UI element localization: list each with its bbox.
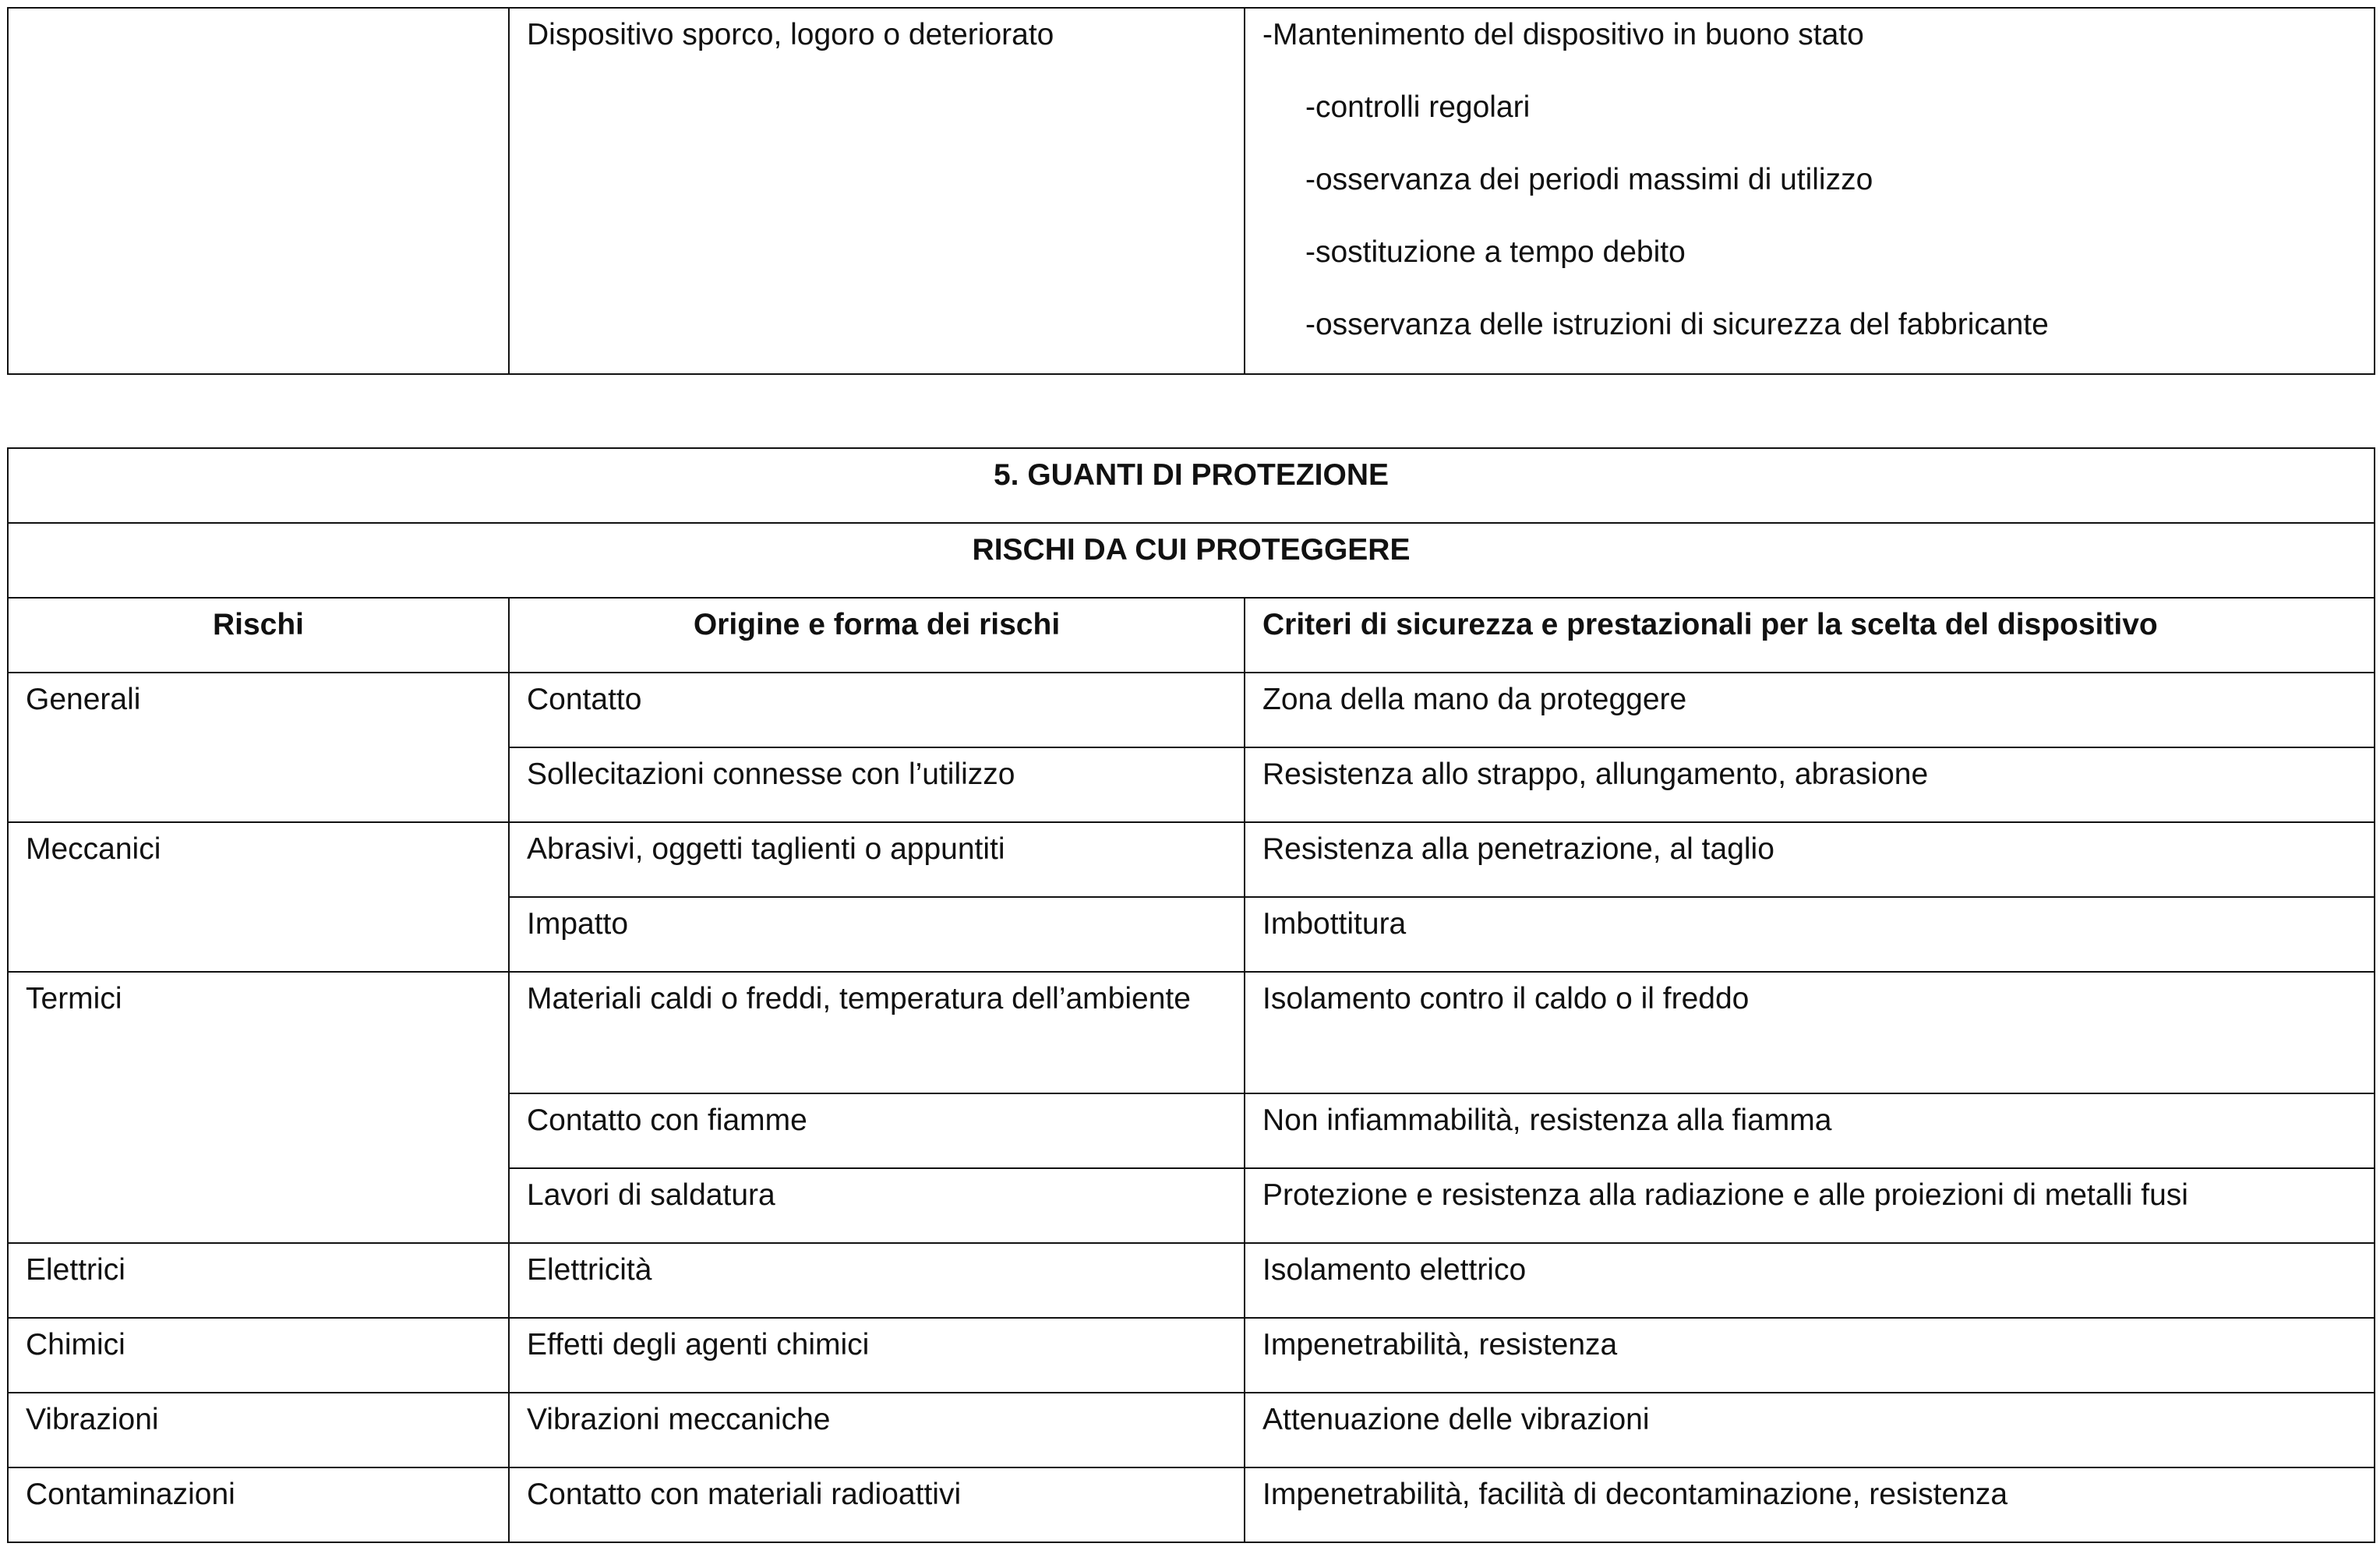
criteria-sub-item: -sostituzione a tempo debito xyxy=(1305,235,1686,269)
origin-cell: Elettricità xyxy=(509,1243,1245,1318)
criteria-cell: Imbottitura xyxy=(1245,897,2375,972)
criteria-cell: Attenuazione delle vibrazioni xyxy=(1245,1393,2375,1467)
table-row xyxy=(8,8,2375,374)
origin-cell: Dispositivo sporco, logoro o deteriorato xyxy=(509,8,1245,374)
gloves-table xyxy=(7,447,2375,1543)
risk-cell: Meccanici xyxy=(8,822,509,972)
origin-cell: Vibrazioni meccaniche xyxy=(509,1393,1245,1467)
table-row xyxy=(8,1243,2375,1318)
table-row xyxy=(8,822,2375,897)
origin-cell: Materiali caldi o freddi, temperatura dell’ambiente xyxy=(509,972,1245,1093)
column-header-origine: Origine e forma dei rischi xyxy=(509,598,1245,673)
risk-cell xyxy=(8,8,509,374)
criteria-cell: Resistenza alla penetrazione, al taglio xyxy=(1245,822,2375,897)
table-row xyxy=(8,1467,2375,1542)
origin-cell: Sollecitazioni connesse con l’utilizzo xyxy=(509,747,1245,822)
origin-cell: Contatto xyxy=(509,673,1245,747)
origin-cell: Contatto con materiali radioattivi xyxy=(509,1467,1245,1542)
criteria-sub-item: -osservanza delle istruzioni di sicurezza del fabbricante xyxy=(1305,308,2049,341)
risk-cell: Contaminazioni xyxy=(8,1467,509,1542)
origin-cell: Lavori di saldatura xyxy=(509,1168,1245,1243)
origin-cell: Effetti degli agenti chimici xyxy=(509,1318,1245,1393)
table-row xyxy=(8,673,2375,747)
table-title-row xyxy=(8,448,2375,523)
column-header-criteri: Criteri di sicurezza e prestazionali per la scelta del dispositivo xyxy=(1245,598,2375,673)
criteria-cell: Impenetrabilità, facilità di decontaminazione, resistenza xyxy=(1245,1467,2375,1542)
table-row xyxy=(8,1393,2375,1467)
section-title: 5. GUANTI DI PROTEZIONE xyxy=(8,448,2375,523)
origin-cell: Abrasivi, oggetti taglienti o appuntiti xyxy=(509,822,1245,897)
maintenance-table xyxy=(7,7,2375,375)
criteria-cell: Impenetrabilità, resistenza xyxy=(1245,1318,2375,1393)
risk-cell: Chimici xyxy=(8,1318,509,1393)
risk-cell: Termici xyxy=(8,972,509,1243)
criteria-cell: Protezione e resistenza alla radiazione e alle proiezioni di metalli fusi xyxy=(1245,1168,2375,1243)
criteria-cell: Zona della mano da proteggere xyxy=(1245,673,2375,747)
origin-cell: Contatto con fiamme xyxy=(509,1093,1245,1168)
table-row xyxy=(8,972,2375,1093)
table-subtitle-row xyxy=(8,523,2375,598)
column-header-rischi: Rischi xyxy=(8,598,509,673)
criteria-sub-item: -controlli regolari xyxy=(1305,90,1531,124)
risk-cell: Vibrazioni xyxy=(8,1393,509,1467)
risk-cell: Elettrici xyxy=(8,1243,509,1318)
criteria-main-text: -Mantenimento del dispositivo in buono stato xyxy=(1262,18,1864,51)
criteria-cell: Isolamento elettrico xyxy=(1245,1243,2375,1318)
criteria-cell: Resistenza allo strappo, allungamento, abrasione xyxy=(1245,747,2375,822)
table-header-row xyxy=(8,598,2375,673)
criteria-cell: Isolamento contro il caldo o il freddo xyxy=(1245,972,2375,1093)
criteria-sub-item: -osservanza dei periodi massimi di utilizzo xyxy=(1305,163,1873,196)
risk-cell: Generali xyxy=(8,673,509,822)
section-subtitle: RISCHI DA CUI PROTEGGERE xyxy=(8,523,2375,598)
criteria-cell xyxy=(1245,8,2375,374)
criteria-cell: Non infiammabilità, resistenza alla fiamma xyxy=(1245,1093,2375,1168)
table-row xyxy=(8,1318,2375,1393)
origin-cell: Impatto xyxy=(509,897,1245,972)
